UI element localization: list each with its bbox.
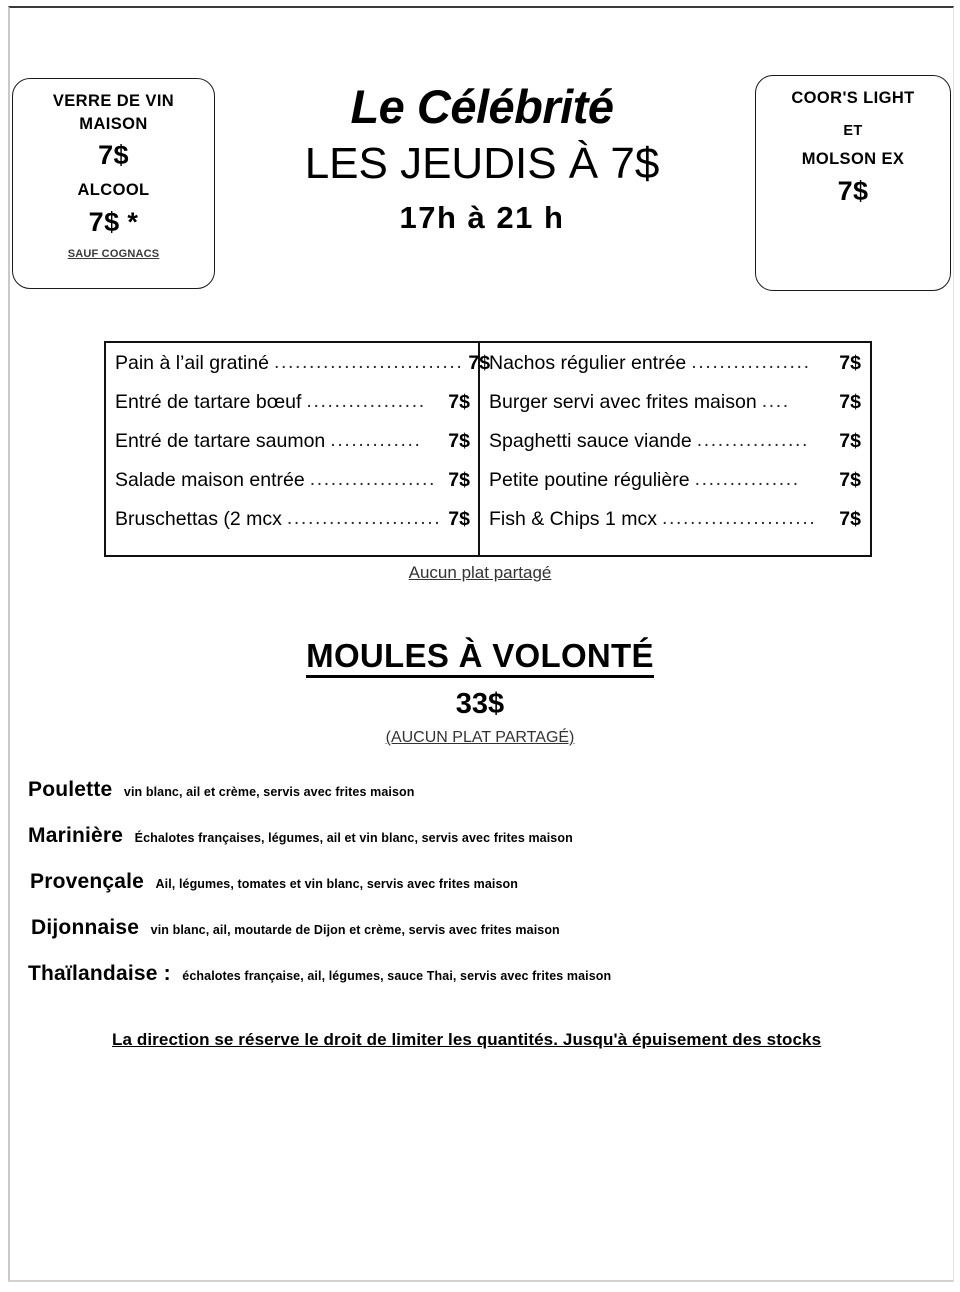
alcohol-promo-label: ALCOOL [77,181,150,199]
sauce-name: Thaïlandaise : [28,962,171,985]
wine-promo-line-1: VERRE DE VIN [52,92,175,110]
alcohol-promo-price: 7$ * [88,206,139,237]
menu-item-leader: ............. [330,429,422,451]
menu-item-name: Fish & Chips 1 mcx [489,508,657,530]
menu-item-leader: ...................... [286,507,442,529]
menu-item-leader: ............... [694,468,800,490]
moules-section-title [0,637,960,675]
sauce-description: Échalotes françaises, légumes, ail et vin blanc, servis avec frites maison [134,831,573,845]
menu-item-price: 7$ [448,430,470,452]
moules-sauce-list [0,778,960,1008]
menu-item-name: Petite poutine régulière [489,469,690,491]
beer-promo-line-2: MOLSON EX [801,150,905,168]
menu-item-name: Nachos régulier entrée [489,352,687,374]
menu-item-price: 7$ [839,391,861,413]
menu-item-name: Entré de tartare saumon [115,430,326,452]
menu-item-price: 7$ [839,508,861,530]
promo-hours: 17h à 21 h [399,199,565,235]
beer-promo-box [755,75,951,291]
menu-item-leader: .................. [309,468,437,490]
title-block [222,82,742,236]
menu-item-row [489,468,861,510]
specials-column-left [106,343,491,555]
sauce-name: Poulette [28,778,113,801]
specials-column-right [480,343,869,555]
menu-item-price: 7$ [448,391,470,413]
menu-item-price: 7$ [468,352,491,374]
sauce-row [0,778,960,824]
sauce-row [0,962,960,1008]
sauce-name: Provençale [30,870,145,893]
moules-section-title-text: MOULES À VOLONTÉ [306,637,654,678]
menu-item-leader: ...................... [661,507,817,529]
menu-item-row [489,390,861,432]
menu-item-name: Entré de tartare bœuf [115,391,302,413]
wine-alcohol-promo-box [12,78,215,289]
menu-item-row [115,468,470,510]
beer-promo-conjunction: ET [843,122,863,139]
menu-item-row [115,351,491,393]
menu-item-row [115,507,470,549]
menu-item-leader: ................ [696,429,810,451]
wine-promo-price: 7$ [98,140,129,170]
menu-item-price: 7$ [448,469,470,491]
menu-item-name: Salade maison entrée [115,469,305,491]
menu-item-row [489,351,861,393]
menu-item-price: 7$ [448,508,470,530]
menu-item-name: Spaghetti sauce viande [489,430,692,452]
sauce-description: échalotes française, ail, légumes, sauce Thai, servis avec frites maison [182,969,612,983]
menu-item-price: 7$ [839,352,861,374]
menu-item-leader: ........................... [273,351,464,373]
beer-promo-line-1: COOR'S LIGHT [791,89,915,107]
sauce-description: vin blanc, ail et crème, servis avec frites maison [123,785,415,799]
menu-item-price: 7$ [839,430,861,452]
moules-price: 33$ [455,688,505,720]
wine-promo-footnote: SAUF COGNACS [67,247,160,260]
beer-promo-price: 7$ [837,175,869,206]
menu-item-row [115,390,470,432]
menu-item-name: Bruschettas (2 mcx [115,508,282,530]
sauce-row [0,824,960,870]
sauce-name: Marinière [28,824,124,847]
menu-item-price: 7$ [839,469,861,491]
sauce-description: Ail, légumes, tomates et vin blanc, servis avec frites maison [155,877,519,891]
no-sharing-note: Aucun plat partagé [408,563,552,582]
restaurant-name: Le Célébrité [350,80,614,133]
menu-item-leader: ................. [306,390,426,412]
legal-disclaimer: La direction se réserve le droit de limiter les quantités. Jusqu'à épuisement des stocks [112,1030,822,1049]
menu-item-leader: .... [761,390,790,412]
menu-item-row [489,507,861,549]
menu-item-leader: ................. [691,351,811,373]
sauce-name: Dijonnaise [31,916,140,939]
header [0,0,960,300]
sauce-row [0,916,960,962]
specials-table [104,341,872,557]
promo-headline: LES JEUDIS À 7$ [304,139,660,189]
menu-item-row [115,429,470,471]
menu-item-name: Pain à l’ail gratiné [115,352,269,374]
sauce-description: vin blanc, ail, moutarde de Dijon et crème, servis avec frites maison [150,923,560,937]
menu-item-row [489,429,861,471]
menu-item-name: Burger servi avec frites maison [489,391,757,413]
sauce-row [0,870,960,916]
moules-no-sharing-note: (AUCUN PLAT PARTAGÉ) [385,729,575,746]
wine-promo-line-2: MAISON [79,114,148,133]
